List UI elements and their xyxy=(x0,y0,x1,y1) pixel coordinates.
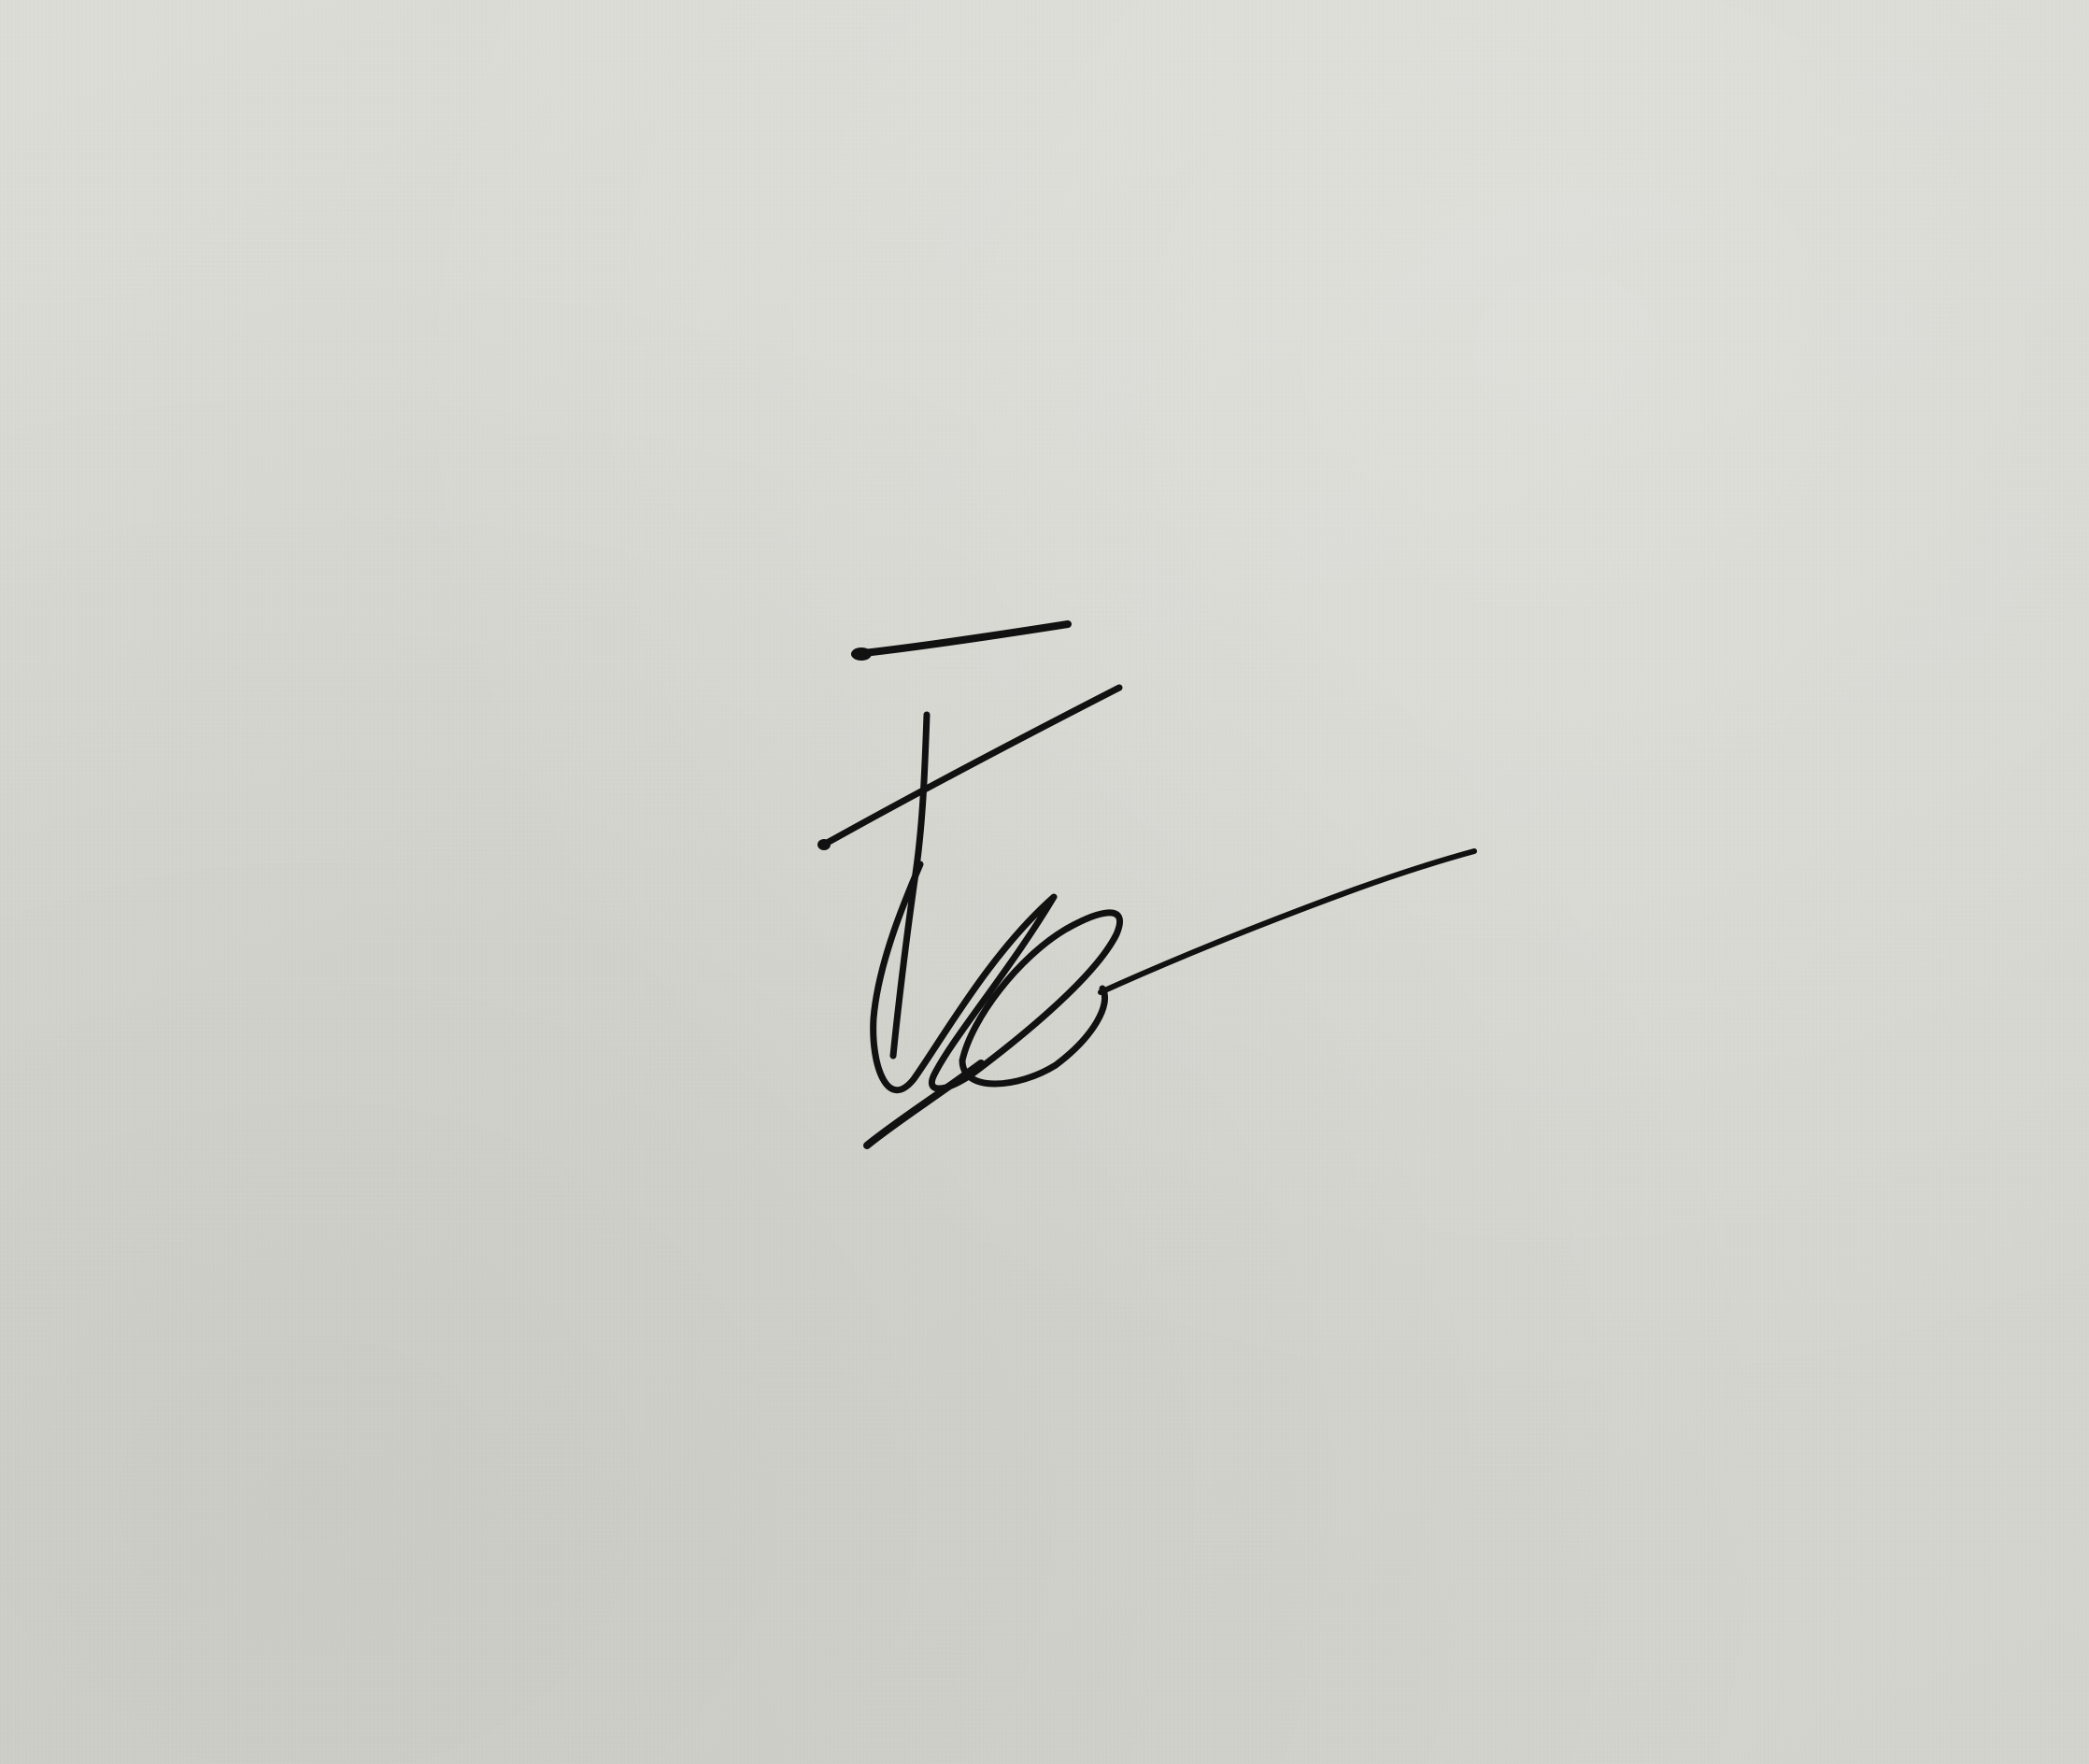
signature-right-tail xyxy=(1101,851,1474,992)
signature-diagonal-stroke xyxy=(822,688,1119,846)
signature-top-stroke xyxy=(855,624,1068,654)
signature-ink-dot-top xyxy=(851,647,872,661)
signature-ink-dot-left xyxy=(817,839,831,850)
